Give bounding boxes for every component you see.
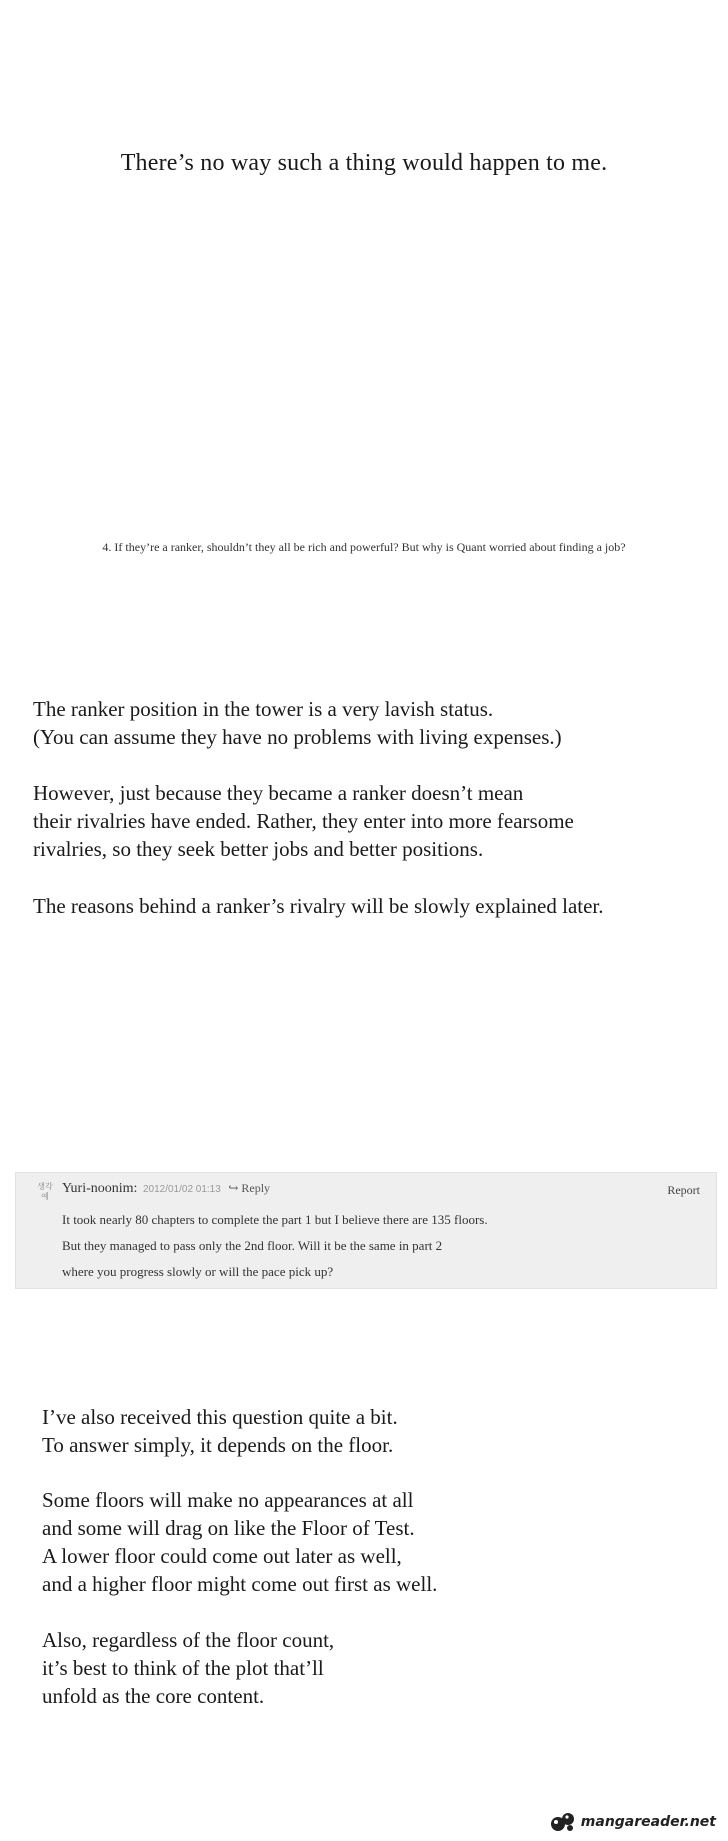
comment-card — [15, 1172, 717, 1289]
answer1-paragraph-2: However, just because they became a ranker doesn’t mean their rivalries have ended. Rather, they enter into more fearsome rivalries, so they seek better jobs and better positions. — [33, 781, 574, 861]
comment-avatar: 생각 예 — [37, 1182, 53, 1201]
answer2-paragraph-1: I’ve also received this question quite a bit. To answer simply, it depends on the floor. — [42, 1405, 398, 1457]
question-4: 4. If they’re a ranker, shouldn’t they all be rich and powerful? But why is Quant worried about finding a job? — [102, 540, 626, 554]
answer2-paragraph-3: Also, regardless of the floor count, it’s best to think of the plot that’ll unfold as the core content. — [42, 1628, 335, 1708]
comment-body: It took nearly 80 chapters to complete the part 1 but I believe there are 135 floors. But they managed to pass only the 2nd floor. Will it be the same in part 2 where you progress slowly or will the pace pick up? — [62, 1212, 488, 1279]
comment-header — [62, 1181, 270, 1197]
watermark — [549, 1810, 716, 1834]
answer1-paragraph-3: The reasons behind a ranker’s rivalry will be slowly explained later. — [33, 894, 604, 918]
answer1-paragraph-1: The ranker position in the tower is a very lavish status. (You can assume they have no problems with living expenses.) — [33, 697, 562, 749]
report-link[interactable]: Report — [667, 1183, 700, 1197]
comment-date: 2012/01/02 01:13 — [142, 1184, 221, 1195]
comment-author[interactable]: Yuri-noonim: — [62, 1181, 138, 1196]
headline-text: There’s no way such a thing would happen to me. — [120, 150, 608, 176]
reply-link[interactable]: ↪ Reply — [228, 1181, 271, 1195]
answer2-paragraph-2: Some floors will make no appearances at all and some will drag on like the Floor of Test. A lower floor could come out later as well, and a higher floor might come out first as well. — [42, 1488, 438, 1596]
watermark-text: mangareader.net — [580, 1814, 716, 1830]
mangareader-logo-icon — [549, 1811, 577, 1833]
